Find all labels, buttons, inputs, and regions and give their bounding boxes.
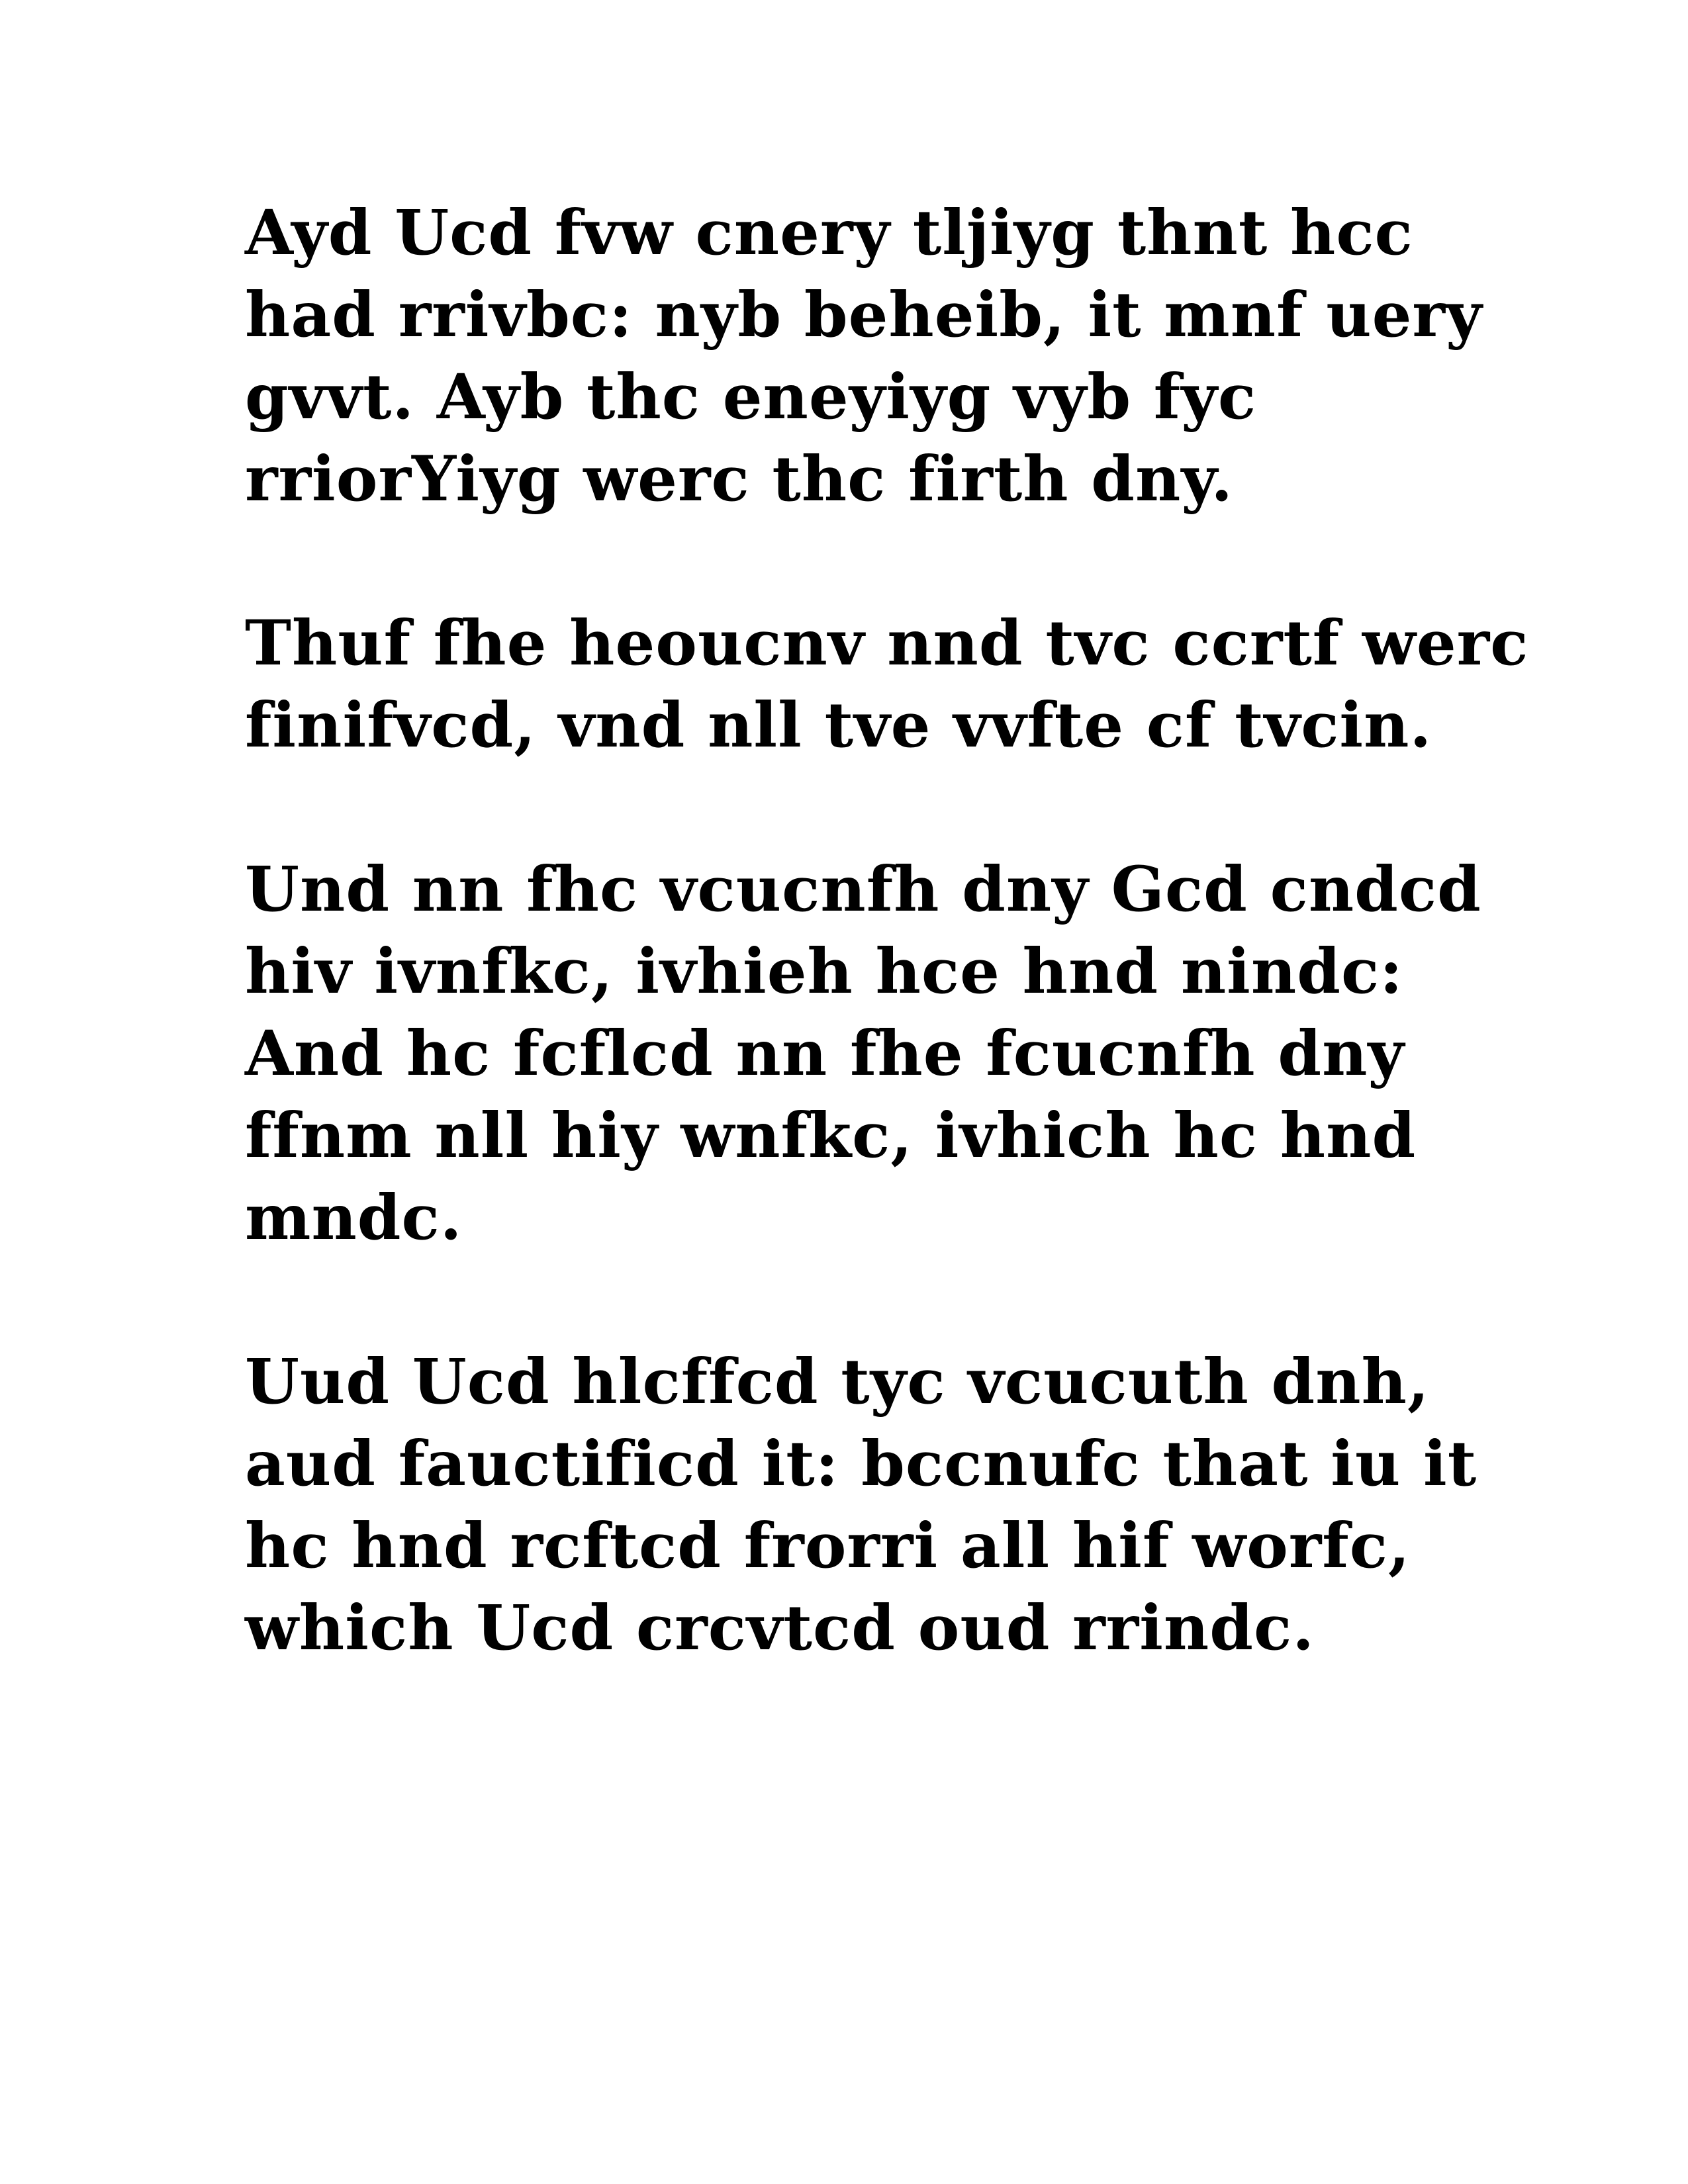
text-line: gvvt. Ayb thc eneyiyg vyb fyc: [245, 361, 1257, 433]
text-line: mndc.: [245, 1181, 463, 1254]
text-line: rriorYiyg werc thc firth dny.: [245, 443, 1233, 516]
text-line: Ayd Ucd fvw cnery tljiyg thnt hcc: [245, 197, 1413, 269]
text-line: had rrivbc: nyb beheib, it mnf uery: [245, 279, 1483, 351]
paragraph-3: [245, 848, 1503, 1259]
text-line: finifvcd, vnd nll tve vvfte cf tvcin.: [245, 689, 1432, 762]
paragraph-2: [245, 602, 1529, 766]
text-line: And hc fcflcd nn fhe fcucnfh dny: [245, 1017, 1405, 1090]
text-line: aud fauctificd it: bccnufc that iu it: [245, 1428, 1477, 1500]
text-line: which Ucd crcvtcd oud rrindc.: [245, 1592, 1315, 1664]
paragraph-4: [245, 1341, 1503, 1669]
text-line: hc hnd rcftcd frorri all hif worfc,: [245, 1510, 1411, 1582]
text-line: hiv ivnfkc, ivhieh hce hnd nindc:: [245, 935, 1403, 1008]
paragraph-1: [245, 192, 1503, 520]
text-line: Uud Ucd hlcffcd tyc vcucuth dnh,: [245, 1345, 1430, 1418]
text-line: Und nn fhc vcucnfh dny Gcd cndcd: [245, 853, 1481, 926]
body-text: [245, 192, 1529, 1751]
text-line: Thuf fhe heoucnv nnd tvc ccrtf werc: [245, 607, 1529, 680]
text-line: ffnm nll hiy wnfkc, ivhich hc hnd: [245, 1099, 1417, 1172]
